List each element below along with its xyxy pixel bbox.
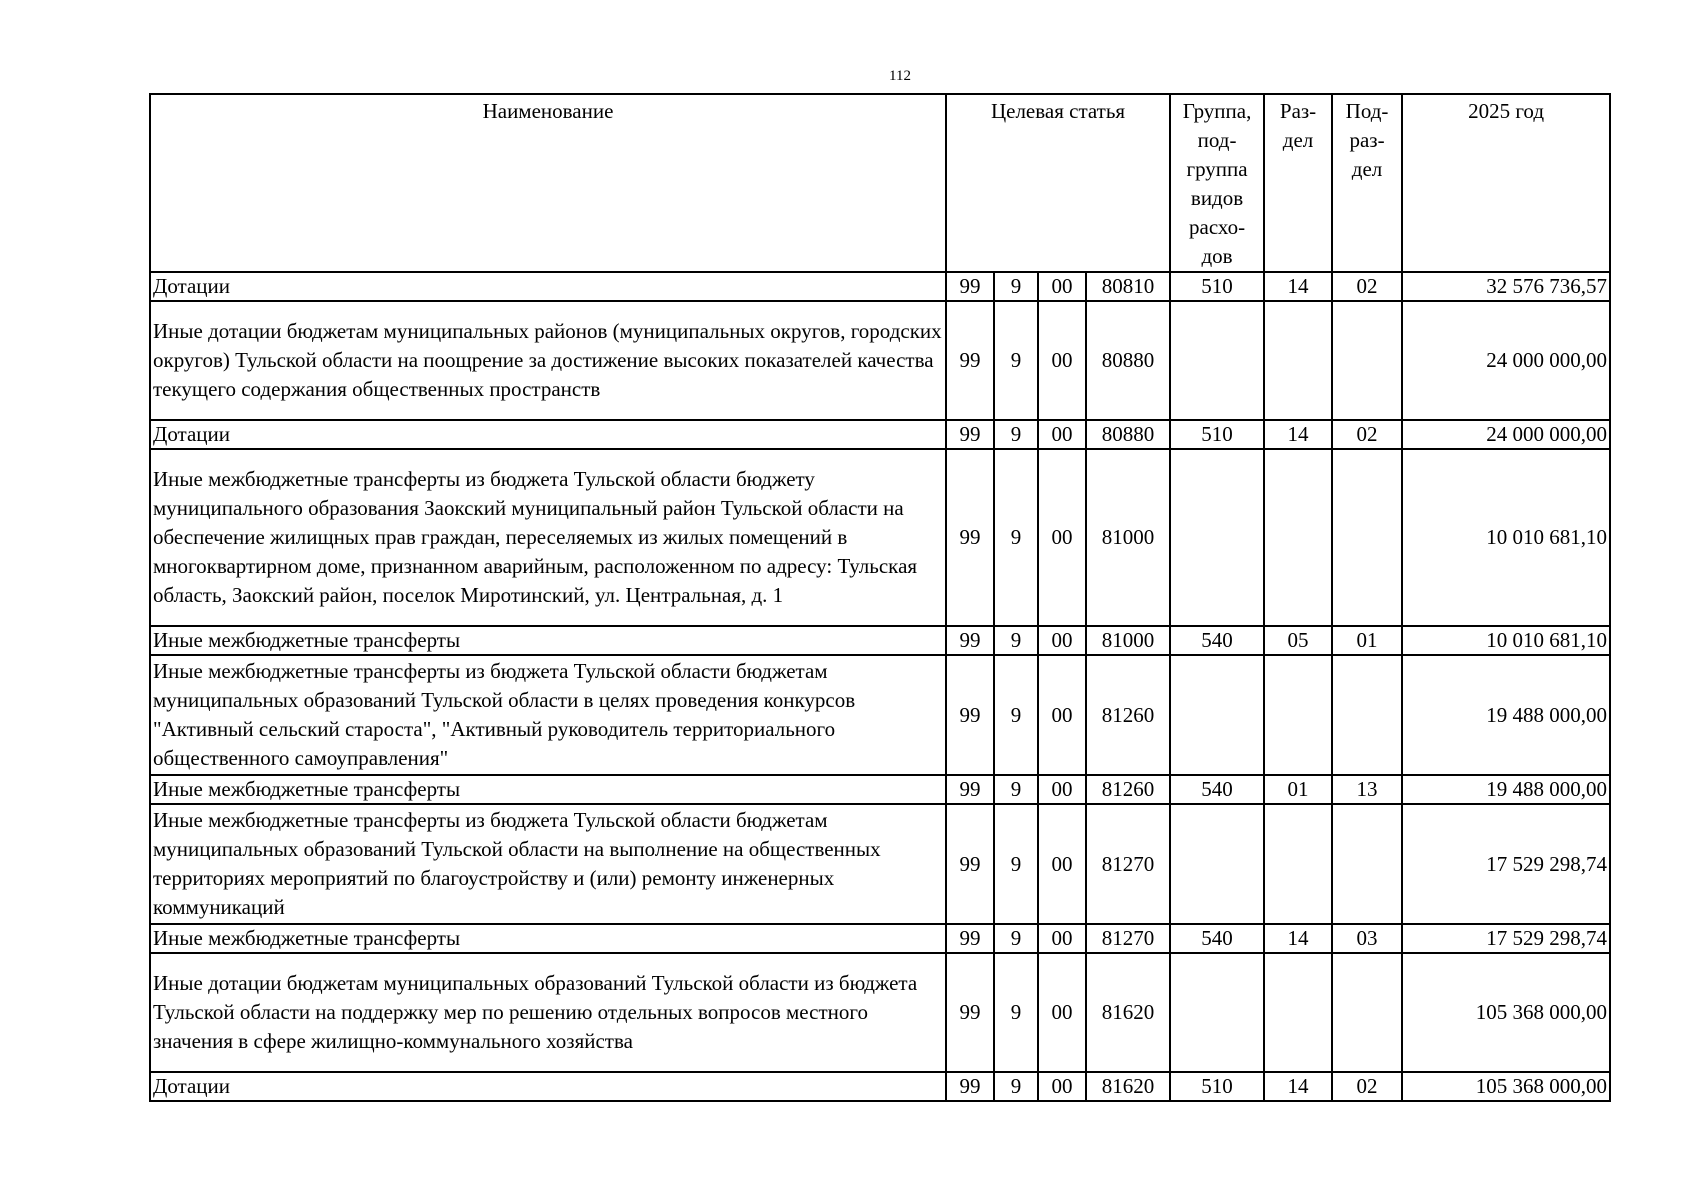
header-year: 2025 год [1402,94,1610,272]
row-code-3: 00 [1038,924,1086,953]
row-amount: 19 488 000,00 [1402,775,1610,804]
row-subsection [1332,449,1402,626]
row-code-1: 99 [946,775,994,804]
row-subsection [1332,655,1402,775]
table-row [150,924,1610,953]
row-amount: 24 000 000,00 [1402,301,1610,420]
row-name: Иные межбюджетные трансферты [150,626,946,655]
row-code-1: 99 [946,272,994,301]
row-code-3: 00 [1038,953,1086,1072]
table-row [150,953,1610,1072]
row-code-2: 9 [994,804,1038,924]
row-name: Дотации [150,1072,946,1101]
row-code-4: 81270 [1086,804,1170,924]
row-name: Иные межбюджетные трансферты из бюджета Тульской области бюджетам муниципальных образований Тульской области в целях проведения конкурсов "Активный сельский староста", "Активный руководитель территориального общественного самоуправления" [150,655,946,775]
table-row [150,804,1610,924]
row-amount: 17 529 298,74 [1402,804,1610,924]
row-code-3: 00 [1038,775,1086,804]
row-group: 510 [1170,272,1264,301]
row-section [1264,449,1332,626]
row-amount: 105 368 000,00 [1402,1072,1610,1101]
row-amount: 19 488 000,00 [1402,655,1610,775]
row-group [1170,449,1264,626]
row-subsection [1332,804,1402,924]
header-target-article: Целевая статья [946,94,1170,272]
table-row [150,1072,1610,1101]
row-subsection: 02 [1332,272,1402,301]
row-code-4: 81000 [1086,449,1170,626]
row-name: Иные дотации бюджетам муниципальных районов (муниципальных округов, городских округов) Тульской области на поощрение за достижение высоких показателей качества текущего содержания общественных пространств [150,301,946,420]
row-code-2: 9 [994,953,1038,1072]
table-row [150,655,1610,775]
row-code-1: 99 [946,301,994,420]
row-group: 510 [1170,1072,1264,1101]
row-subsection: 02 [1332,1072,1402,1101]
row-code-2: 9 [994,924,1038,953]
table-row [150,626,1610,655]
row-code-4: 80880 [1086,420,1170,449]
row-name: Иные межбюджетные трансферты из бюджета Тульской области бюджетам муниципальных образований Тульской области на выполнение на общественных территориях мероприятий по благоустройству и (или) ремонту инженерных коммуникаций [150,804,946,924]
row-group [1170,953,1264,1072]
row-name: Дотации [150,420,946,449]
row-name: Иные межбюджетные трансферты из бюджета Тульской области бюджету муниципального образования Заокский муниципальный район Тульской области на обеспечение жилищных прав граждан, переселяемых из жилых помещений в многоквартирном доме, признанном аварийным, расположенном по адресу: Тульская область, Заокский район, поселок Миротинский, ул. Центральная, д. 1 [150,449,946,626]
row-name: Дотации [150,272,946,301]
page-number: 112 [889,68,911,84]
row-code-2: 9 [994,272,1038,301]
row-section: 05 [1264,626,1332,655]
row-code-2: 9 [994,1072,1038,1101]
table-row [150,775,1610,804]
row-code-3: 00 [1038,449,1086,626]
row-code-2: 9 [994,449,1038,626]
row-code-2: 9 [994,301,1038,420]
header-subsection: Под- раз- дел [1332,94,1402,272]
row-amount: 10 010 681,10 [1402,626,1610,655]
row-amount: 105 368 000,00 [1402,953,1610,1072]
header-name: Наименование [150,94,946,272]
row-amount: 24 000 000,00 [1402,420,1610,449]
row-amount: 10 010 681,10 [1402,449,1610,626]
row-code-2: 9 [994,655,1038,775]
row-code-4: 81270 [1086,924,1170,953]
budget-table [149,93,1611,1102]
row-subsection: 02 [1332,420,1402,449]
row-name: Иные дотации бюджетам муниципальных образований Тульской области из бюджета Тульской области на поддержку мер по решению отдельных вопросов местного значения в сфере жилищно-коммунального хозяйства [150,953,946,1072]
row-name: Иные межбюджетные трансферты [150,775,946,804]
row-group: 510 [1170,420,1264,449]
row-group [1170,655,1264,775]
row-section: 14 [1264,924,1332,953]
row-code-2: 9 [994,626,1038,655]
row-code-2: 9 [994,420,1038,449]
header-section: Раз- дел [1264,94,1332,272]
row-code-3: 00 [1038,272,1086,301]
row-code-1: 99 [946,420,994,449]
row-subsection [1332,953,1402,1072]
row-code-1: 99 [946,626,994,655]
row-section: 14 [1264,1072,1332,1101]
row-amount: 32 576 736,57 [1402,272,1610,301]
row-section [1264,804,1332,924]
row-section: 14 [1264,420,1332,449]
row-code-4: 81260 [1086,655,1170,775]
row-code-3: 00 [1038,655,1086,775]
row-code-2: 9 [994,775,1038,804]
row-group: 540 [1170,775,1264,804]
row-section [1264,953,1332,1072]
row-section [1264,301,1332,420]
row-code-1: 99 [946,655,994,775]
row-code-3: 00 [1038,626,1086,655]
row-code-4: 81620 [1086,1072,1170,1101]
row-section: 14 [1264,272,1332,301]
row-code-1: 99 [946,924,994,953]
row-code-1: 99 [946,449,994,626]
table-header-row [150,94,1610,272]
row-subsection: 01 [1332,626,1402,655]
row-name: Иные межбюджетные трансферты [150,924,946,953]
table-row [150,272,1610,301]
row-code-3: 00 [1038,804,1086,924]
header-expense-group: Группа, под- группа видов расхо- дов [1170,94,1264,272]
row-code-3: 00 [1038,301,1086,420]
table-row [150,301,1610,420]
row-subsection [1332,301,1402,420]
row-section: 01 [1264,775,1332,804]
row-code-3: 00 [1038,420,1086,449]
row-subsection: 13 [1332,775,1402,804]
row-code-4: 81000 [1086,626,1170,655]
row-code-4: 81260 [1086,775,1170,804]
row-group: 540 [1170,626,1264,655]
row-code-4: 80810 [1086,272,1170,301]
table-row [150,420,1610,449]
row-group [1170,804,1264,924]
row-code-4: 81620 [1086,953,1170,1072]
row-code-1: 99 [946,1072,994,1101]
row-code-1: 99 [946,804,994,924]
row-group: 540 [1170,924,1264,953]
row-subsection: 03 [1332,924,1402,953]
row-group [1170,301,1264,420]
row-section [1264,655,1332,775]
row-amount: 17 529 298,74 [1402,924,1610,953]
row-code-3: 00 [1038,1072,1086,1101]
table-row [150,449,1610,626]
row-code-4: 80880 [1086,301,1170,420]
row-code-1: 99 [946,953,994,1072]
